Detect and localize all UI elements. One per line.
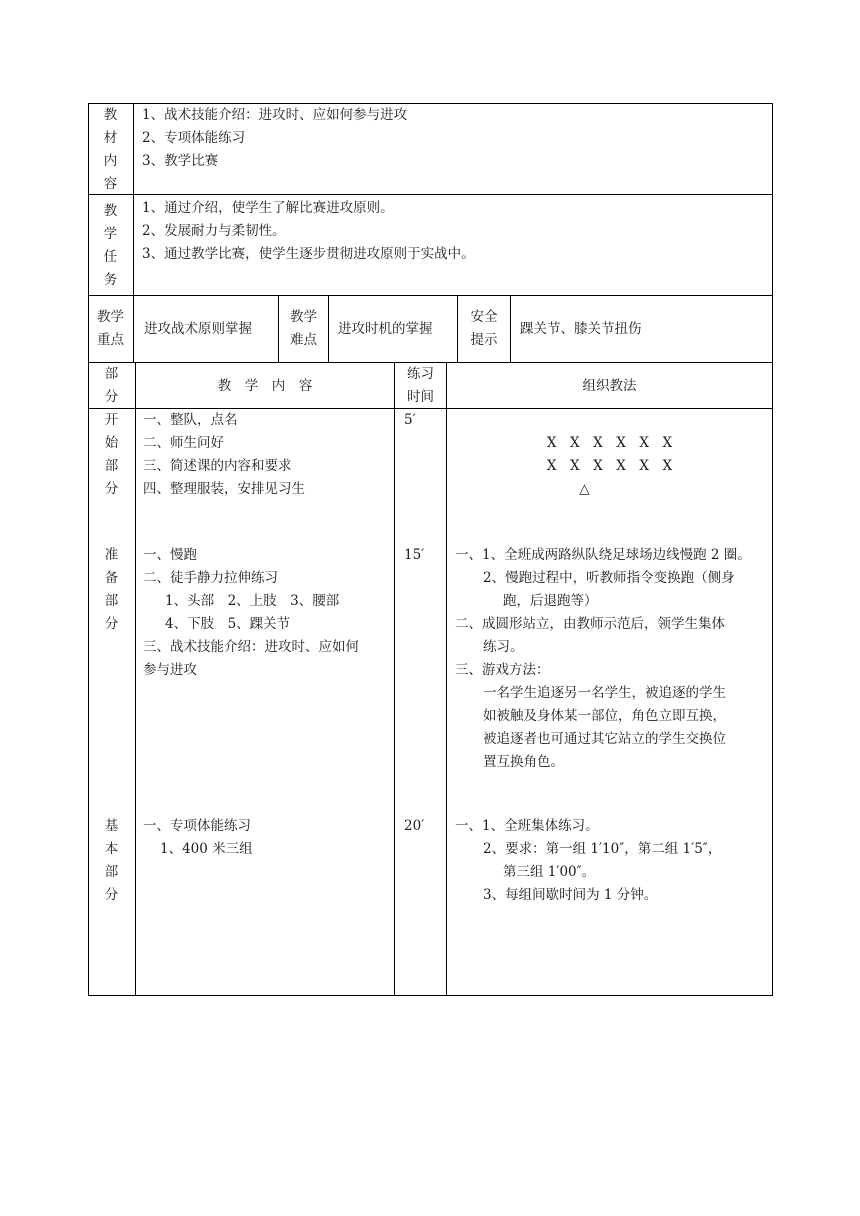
label-char: 部 — [104, 593, 119, 609]
header-line: 练习 — [407, 366, 434, 382]
prep-content-line: 三、战术技能介绍：进攻时、应如何 — [143, 639, 359, 655]
start-content-line: 四、整理服装，安排见习生 — [143, 481, 305, 497]
teaching-content-line: 3、教学比赛 — [142, 153, 219, 169]
key-point-label — [88, 306, 133, 352]
basic-method-line: 3、每组间歇时间为 1 分钟。 — [483, 887, 658, 903]
label-char: 分 — [104, 616, 119, 632]
safety-value: 踝关节、膝关节扭伤 — [520, 321, 642, 337]
header-section — [88, 363, 135, 409]
teaching-content-line: 2、专项体能练习 — [142, 130, 246, 146]
teaching-task-line: 3、通过教学比赛，使学生逐步贯彻进攻原则于实战中。 — [142, 246, 475, 262]
header-time — [395, 363, 446, 409]
prep-method-line: 跑，后退跑等） — [503, 593, 598, 609]
label-char: 部 — [104, 458, 119, 474]
prep-method-line: 如被触及身体某一部位，角色立即互换， — [483, 708, 726, 724]
teacher-triangle: △ — [579, 481, 590, 497]
teaching-content-label — [88, 104, 133, 196]
header-char: 部 — [104, 366, 119, 382]
prep-method-line: 2、慢跑过程中，听教师指令变换跑（侧身 — [483, 570, 735, 586]
label-char: 开 — [104, 412, 119, 428]
prep-method-line: 三、游戏方法： — [455, 662, 550, 678]
header-content: 教 学 内 容 — [217, 378, 313, 394]
prep-content-line: 二、徒手静力拉伸练习 — [143, 570, 278, 586]
label-char: 部 — [104, 864, 119, 880]
label-char: 容 — [103, 176, 118, 192]
col-divider — [133, 103, 134, 362]
formation-row: X X X X X X — [546, 435, 673, 451]
basic-method-line: 2、要求：第一组 1′10″，第二组 1′5″， — [483, 841, 722, 857]
prep-method-line: 一、1、全班成两路纵队绕足球场边线慢跑 2 圈。 — [455, 547, 751, 563]
label-char: 备 — [104, 570, 119, 586]
label-char: 基 — [104, 818, 119, 834]
label-char: 学 — [103, 226, 118, 242]
label-line: 提示 — [470, 332, 498, 348]
difficulty-value: 进攻时机的掌握 — [338, 321, 433, 337]
label-char: 始 — [104, 435, 119, 451]
row-divider — [88, 194, 773, 195]
col-divider — [394, 362, 395, 995]
table-border-bottom — [88, 995, 773, 996]
start-time: 5′ — [404, 412, 416, 428]
label-char: 任 — [103, 249, 118, 265]
col-divider — [135, 362, 136, 995]
prep-method-line: 置互换角色。 — [483, 754, 564, 770]
prep-content-line: 1、头部 2、上肢 3、腰部 — [165, 593, 340, 609]
teaching-tasks-label — [88, 200, 133, 292]
prep-content-line: 一、慢跑 — [143, 547, 197, 563]
basic-content-line: 1、400 米三组 — [160, 841, 253, 857]
basic-content-line: 一、专项体能练习 — [143, 818, 251, 834]
start-section-label — [88, 409, 135, 501]
basic-time: 20′ — [404, 818, 425, 834]
prep-method-line: 被追逐者也可通过其它站立的学生交换位 — [483, 731, 726, 747]
prep-method-line: 练习。 — [483, 639, 524, 655]
row-divider — [88, 295, 773, 296]
prep-section-label — [88, 544, 135, 636]
label-char: 教 — [103, 107, 118, 123]
formation-row: X X X X X X — [546, 458, 673, 474]
start-content-line: 二、师生问好 — [143, 435, 224, 451]
label-char: 材 — [103, 130, 118, 146]
table-border-right — [772, 103, 773, 996]
label-char: 务 — [103, 272, 118, 288]
label-char: 内 — [103, 153, 118, 169]
teaching-task-line: 1、通过介绍，使学生了解比赛进攻原则。 — [142, 200, 394, 216]
label-line: 教学 — [290, 309, 317, 325]
start-content-line: 一、整队，点名 — [143, 412, 238, 428]
prep-time: 15′ — [404, 547, 425, 563]
col-divider — [328, 295, 329, 362]
header-char: 分 — [104, 389, 119, 405]
teaching-task-line: 2、发展耐力与柔韧性。 — [142, 223, 286, 239]
basic-method-line: 一、1、全班集体练习。 — [455, 818, 599, 834]
label-char: 分 — [104, 481, 119, 497]
label-char: 分 — [104, 887, 119, 903]
difficulty-label — [279, 306, 328, 352]
label-char: 教 — [103, 203, 118, 219]
label-char: 本 — [104, 841, 119, 857]
label-char: 准 — [104, 547, 119, 563]
header-method: 组织教法 — [582, 378, 637, 394]
prep-content-line: 4、下肢 5、踝关节 — [165, 616, 291, 632]
prep-method-line: 二、成圆形站立，由教师示范后，领学生集体 — [455, 616, 725, 632]
teaching-content-line: 1、战术技能介绍：进攻时、应如何参与进攻 — [142, 107, 408, 123]
prep-method-line: 一名学生追逐另一名学生，被追逐的学生 — [483, 685, 726, 701]
col-divider — [510, 295, 511, 362]
label-line: 难点 — [290, 332, 317, 348]
label-line: 重点 — [97, 332, 124, 348]
prep-content-line: 参与进攻 — [143, 662, 197, 678]
header-line: 时间 — [407, 389, 434, 405]
safety-label — [458, 306, 510, 352]
label-line: 安全 — [470, 309, 498, 325]
basic-method-line: 第三组 1′00″。 — [503, 864, 596, 880]
label-line: 教学 — [97, 309, 124, 325]
key-point-value: 进攻战术原则掌握 — [144, 321, 252, 337]
start-content-line: 三、简述课的内容和要求 — [143, 458, 292, 474]
basic-section-label — [88, 815, 135, 907]
